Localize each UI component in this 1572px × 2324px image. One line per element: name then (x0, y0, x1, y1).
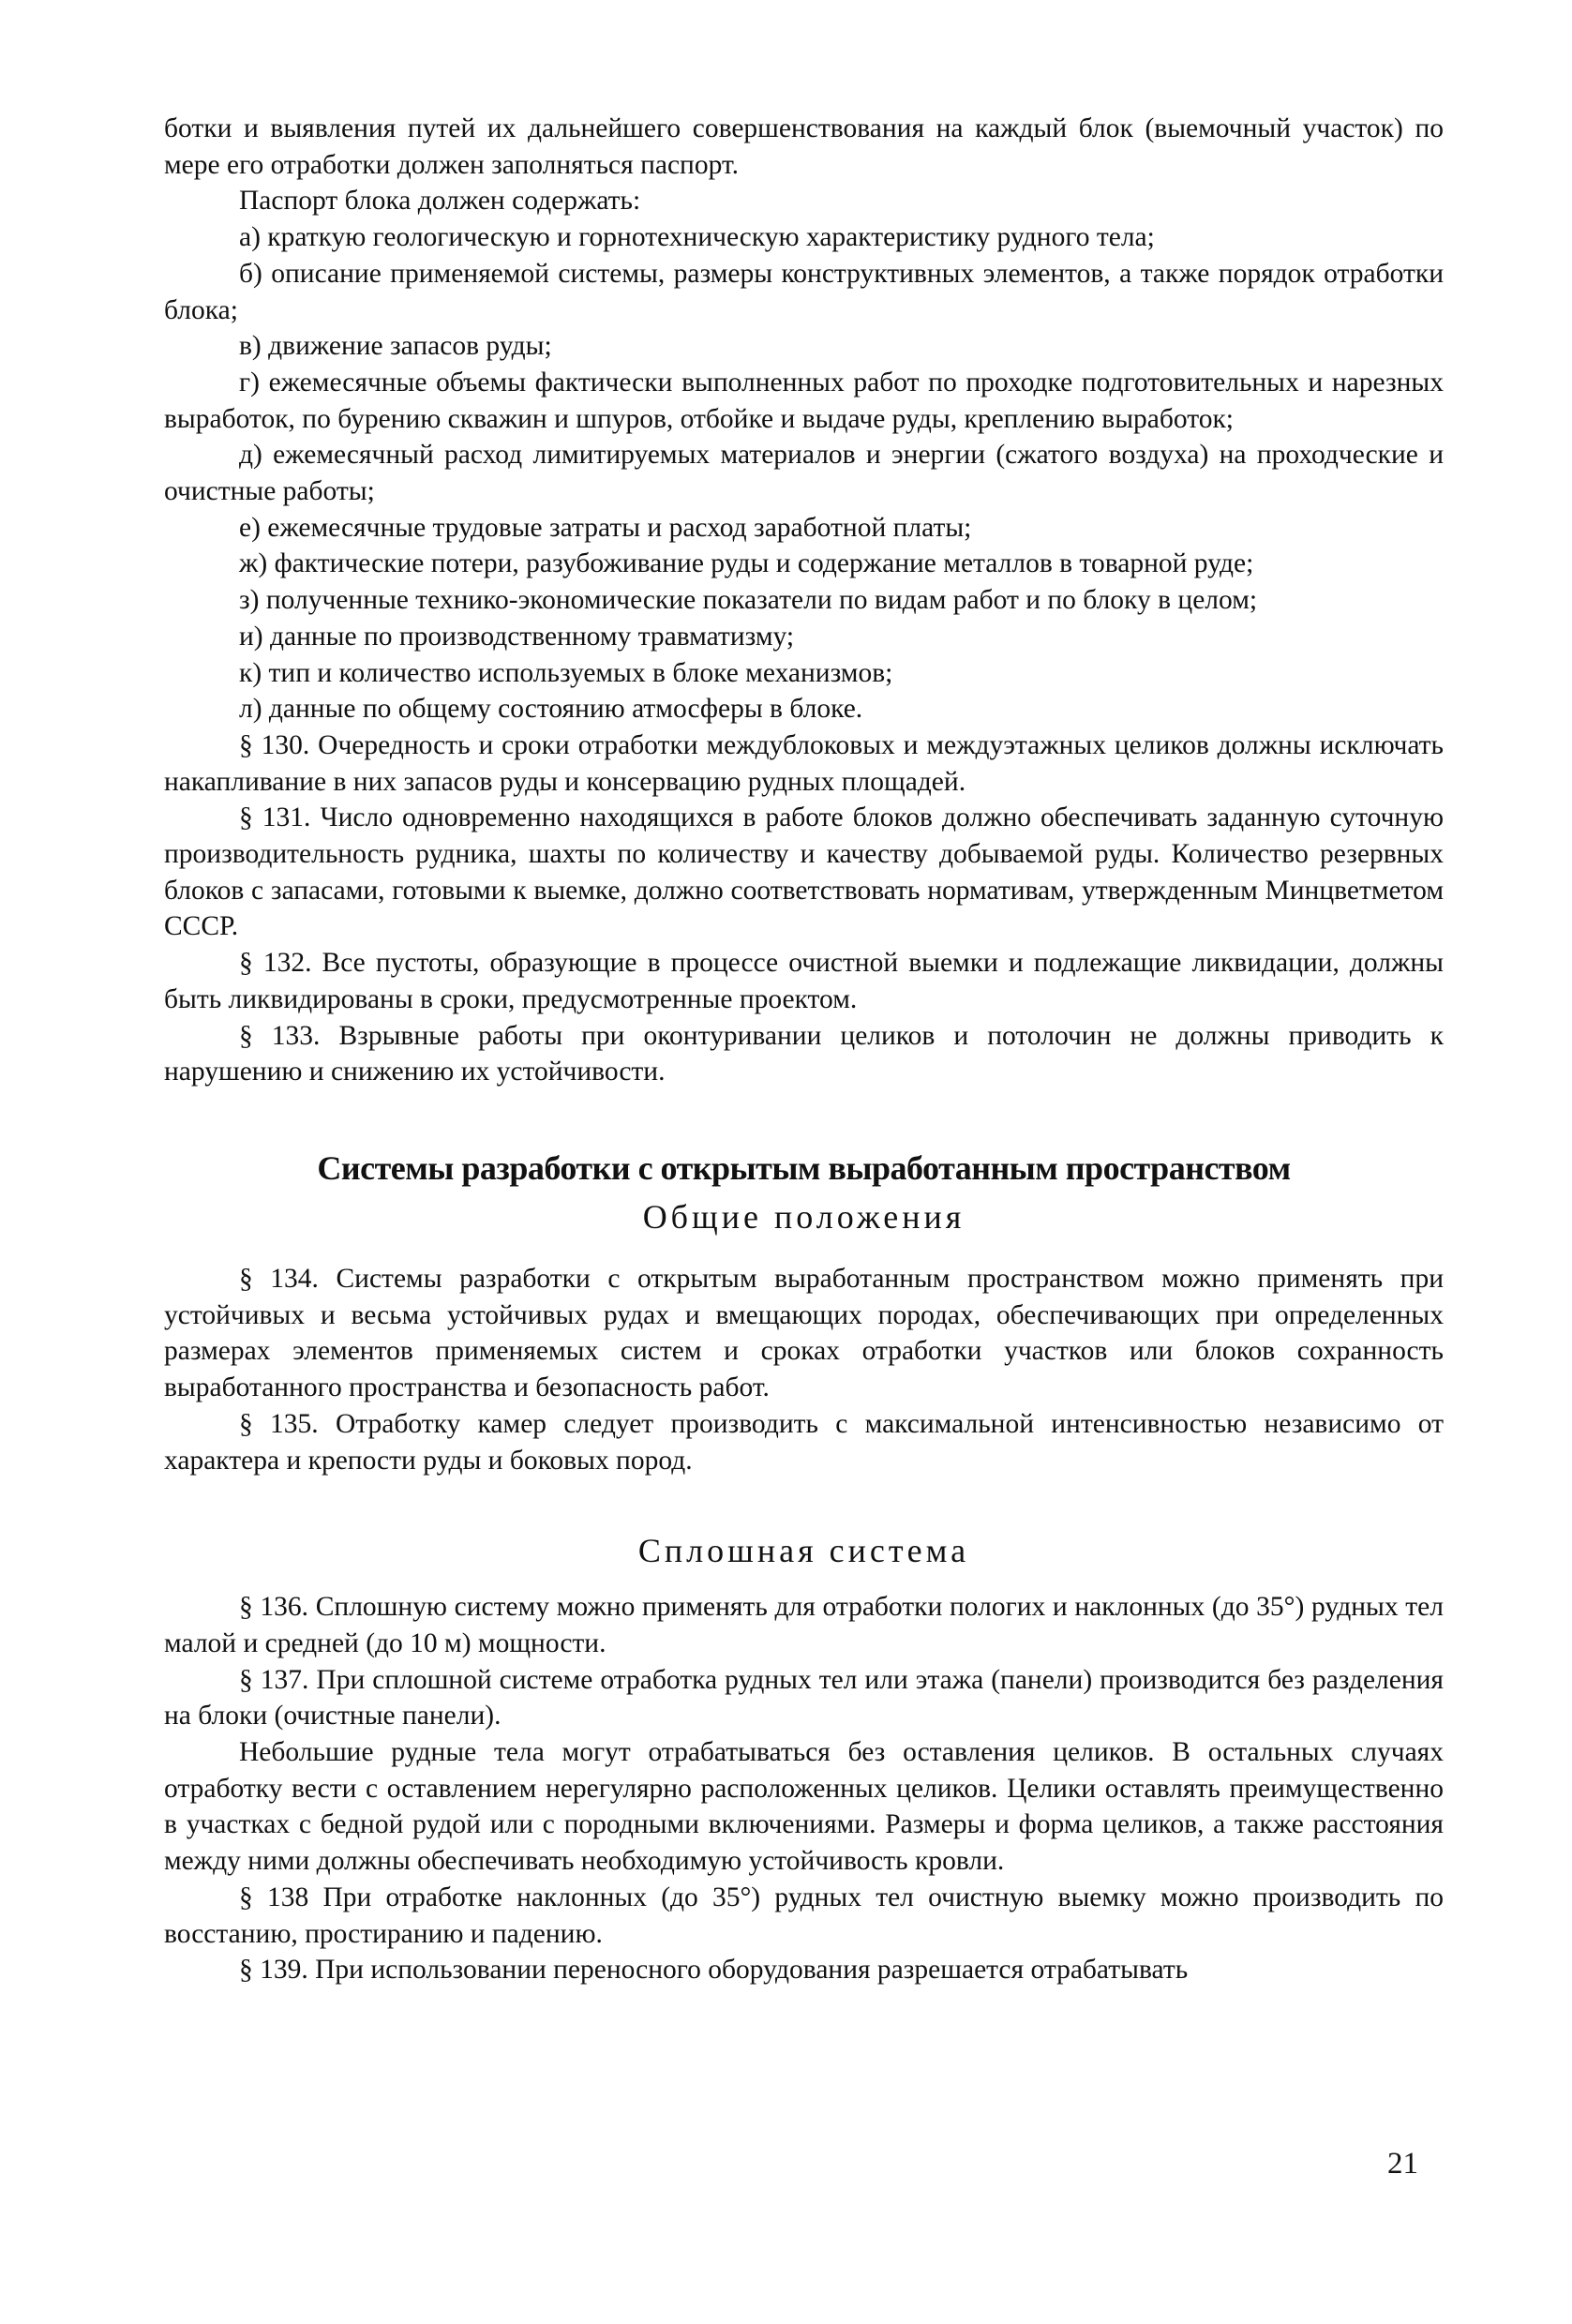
page-number: 21 (1387, 2147, 1418, 2181)
document-page (164, 111, 1444, 1988)
paragraph: § 132. Все пустоты, образующие в процессе очистной выемки и подлежащие ликвидации, должны быть ликвидированы в сроки, предусмотренные проектом. (164, 948, 1444, 1014)
paragraph: § 136. Сплошную систему можно применять для отработки пологих и наклонных (до 35°) рудных тел малой и средней (до 10 м) мощности. (164, 1592, 1444, 1658)
paragraph: § 137. При сплошной системе отработка рудных тел или этажа (панели) производится без разделения на блоки (очистные панели). (164, 1664, 1444, 1732)
paragraph: § 135. Отработку камер следует производить с максимальной интенсивностью независимо от характера и крепости руды и боковых пород. (164, 1408, 1444, 1476)
paragraph: § 130. Очередность и сроки отработки междублоковых и междуэтажных целиков должны исключать накапливание в них запасов руды и консервацию рудных площадей. (164, 729, 1444, 797)
subheading-continuous-system: Сплошная система (637, 1532, 970, 1570)
paragraph: з) полученные технико-экономические показатели по видам работ и по блоку в целом; (239, 585, 1258, 616)
paragraph: а) краткую геологическую и горнотехническую характеристику рудного тела; (239, 222, 1155, 253)
paragraph: § 139. При использовании переносного оборудования разрешается отрабатывать (239, 1955, 1189, 1986)
paragraph: д) ежемесячный расход лимитируемых материалов и энергии (сжатого воздуха) на проходческие и очистные работы; (164, 440, 1444, 507)
paragraph: г) ежемесячные объемы фактически выполненных работ по проходке подготовительных и нарезных выработок, по бурению скважин и шпуров, отбойке и выдаче руды, креплению выработок; (164, 367, 1444, 434)
paragraph: ботки и выявления путей их дальнейшего совершенствования на каждый блок (выемочный участок) по мере его отработки должен заполняться паспорт. (164, 113, 1444, 180)
paragraph: б) описание применяемой системы, размеры конструктивных элементов, а также порядок отработки блока; (164, 258, 1444, 325)
paragraph: § 134. Системы разработки с открытым выработанным пространством можно применять при устойчивых и весьма устойчивых рудах и вмещающих породах, обеспечивающих при определенных размерах элементов применяемых систем и сроках отработки участков или блоков сохранность выработанного пространства и безопасность работ. (164, 1263, 1444, 1403)
paragraphs-mid (164, 1261, 1444, 1478)
paragraph: § 131. Число одновременно находящихся в работе блоков должно обеспечивать заданную суточную производительность рудника, шахты по количеству и качеству добываемой руды. Количество резервных блоков с запасами, готовыми к выемке, должно соответствовать нормативам, утвержденным Минцветметом СССР. (164, 802, 1444, 942)
paragraph: и) данные по производственному травматизму; (239, 621, 795, 652)
paragraph: е) ежемесячные трудовые затраты и расход заработной платы; (239, 512, 972, 543)
paragraph: Паспорт блока должен содержать: (239, 186, 641, 217)
paragraph: к) тип и количество используемых в блоке механизмов; (239, 657, 893, 688)
paragraph: Небольшие рудные тела могут отрабатываться без оставления целиков. В остальных случаях отработку вести с оставлением нерегулярно расположенных целиков. Целики оставлять преимущественно в участках с бедной рудой или с породными включениями. Размеры и форма целиков, а также расстояния между ними должны обеспечивать необходимую устойчивость кровли. (164, 1737, 1444, 1877)
paragraphs-top (164, 111, 1444, 1090)
paragraph: в) движение запасов руды; (239, 331, 552, 362)
paragraph: § 133. Взрывные работы при оконтуривании целиков и потолочин не должны приводить к нарушению и снижению их устойчивости. (164, 1020, 1444, 1087)
paragraph: ж) фактические потери, разубоживание руды и содержание металлов в товарной руде; (239, 548, 1254, 579)
paragraph: л) данные по общему состоянию атмосферы в блоке. (239, 694, 863, 725)
subheading-general-provisions: Общие положения (642, 1197, 966, 1236)
section-heading: Системы разработки с открытым выработанным пространством (317, 1148, 1291, 1187)
paragraph: § 138 При отработке наклонных (до 35°) рудных тел очистную выемку можно производить по восстанию, простиранию и падению. (164, 1882, 1444, 1949)
paragraphs-bottom (164, 1589, 1444, 1988)
